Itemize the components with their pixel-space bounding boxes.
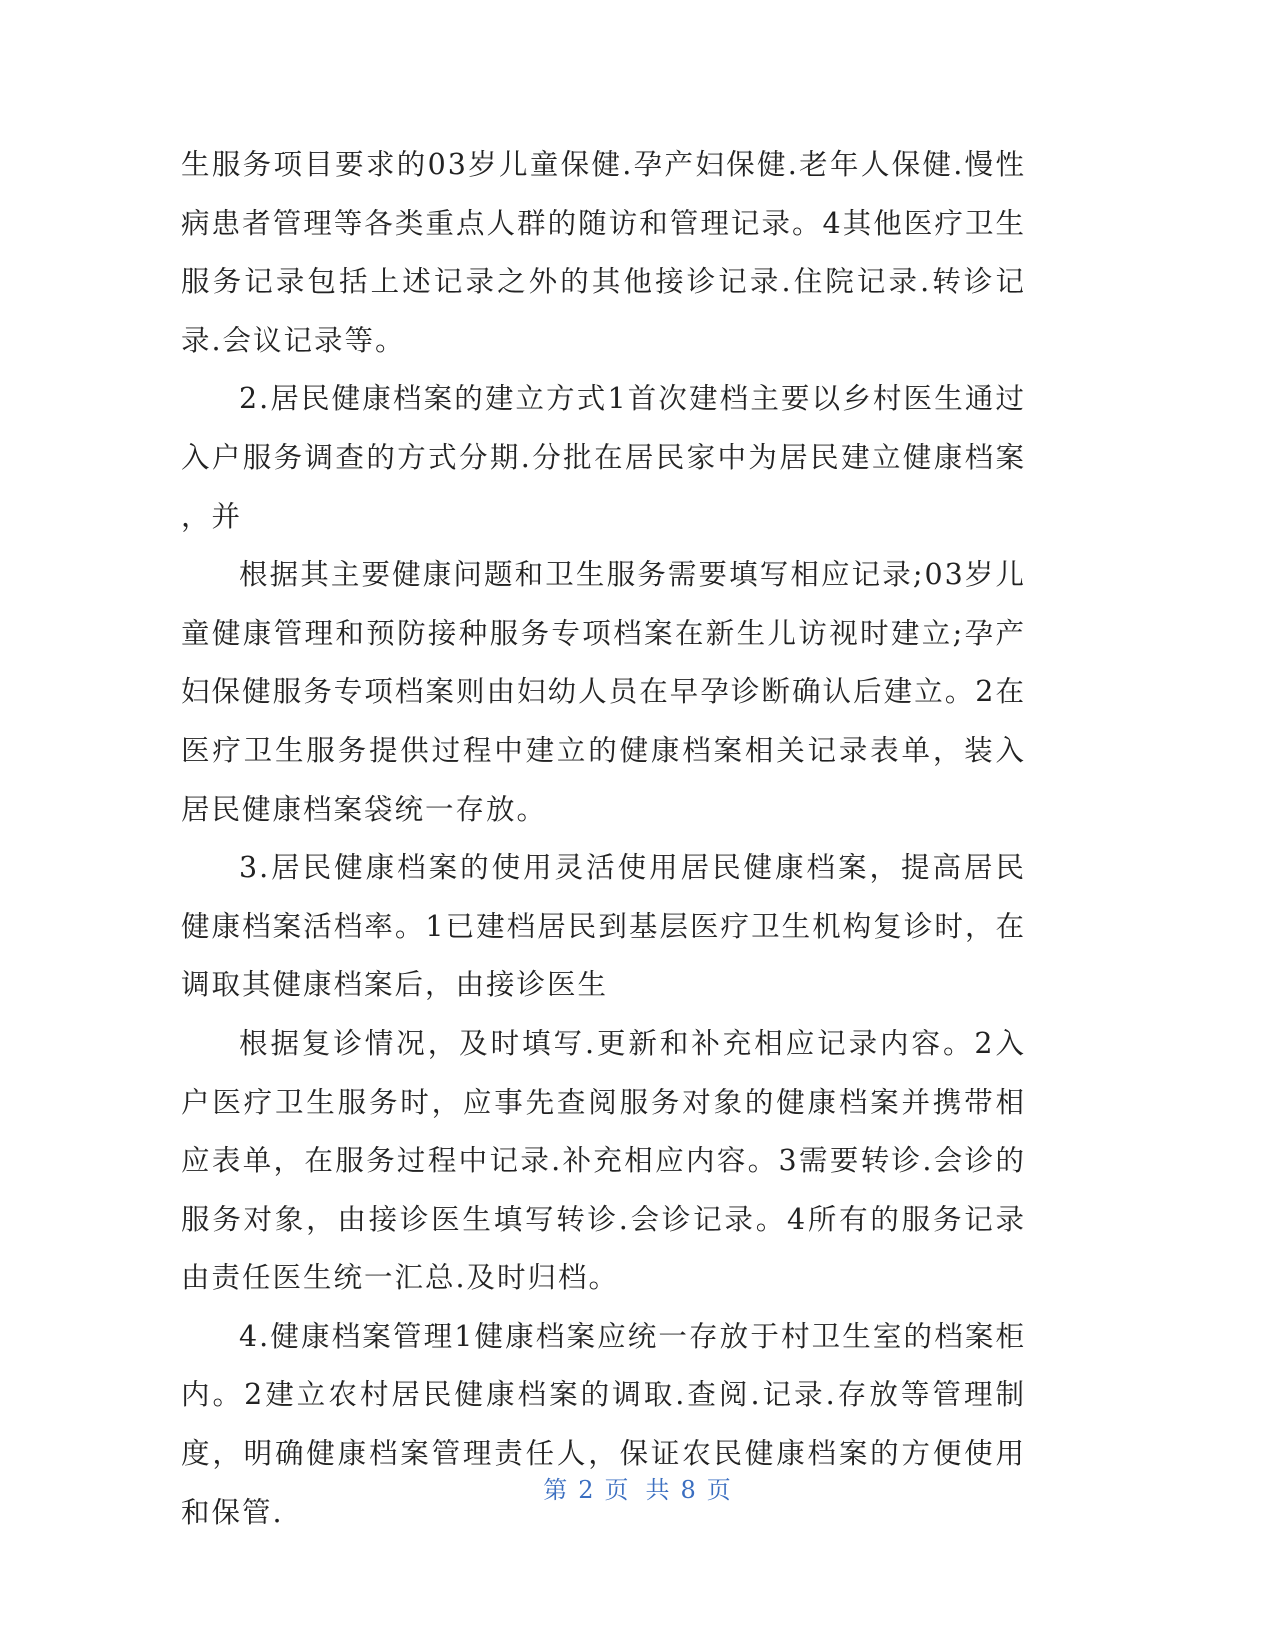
total-prefix: 共 [645,1476,671,1504]
page-prefix: 第 [543,1476,569,1504]
total-pages-number: 8 [680,1476,697,1504]
paragraph-6: 4.健康档案管理1健康档案应统一存放于村卫生室的档案柜内。2建立农村居民健康档案的调取.查阅.记录.存放等管理制度，明确健康档案管理责任人，保证农民健康档案的方便使用和保管. [181,1319,1026,1529]
document-body [181,136,1026,1542]
paragraph-1: 生服务项目要求的03岁儿童保健.孕产妇保健.老年人保健.慢性病患者管理等各类重点人群的随访和管理记录。4其他医疗卫生服务记录包括上述记录之外的其他接诊记录.住院记录.转诊记录.会议记录等。 [181,148,1026,357]
paragraph-5: 根据复诊情况，及时填写.更新和补充相应记录内容。2入户医疗卫生服务时，应事先查阅服务对象的健康档案并携带相应表单，在服务过程中记录.补充相应内容。3需要转诊.会诊的服务对象，由接诊医生填写转诊.会诊记录。4所有的服务记录由责任医生统一汇总.及时归档。 [181,1026,1026,1295]
paragraph-4: 3.居民健康档案的使用灵活使用居民健康档案，提高居民健康档案活档率。1已建档居民到基层医疗卫生机构复诊时，在调取其健康档案后，由接诊医生 [181,851,1026,1002]
current-page-number: 2 [578,1476,595,1504]
page-footer [0,1470,1275,1505]
page-word: 页 [604,1476,630,1504]
total-suffix: 页 [706,1476,732,1504]
paragraph-3: 根据其主要健康问题和卫生服务需要填写相应记录;03岁儿童健康管理和预防接种服务专项档案在新生儿访视时建立;孕产妇保健服务专项档案则由妇幼人员在早孕诊断确认后建立。2在医疗卫生服务提供过程中建立的健康档案相关记录表单，装入居民健康档案袋统一存放。 [181,558,1026,826]
paragraph-2: 2.居民健康档案的建立方式1首次建档主要以乡村医生通过入户服务调查的方式分期.分批在居民家中为居民建立健康档案，并 [181,382,1026,533]
